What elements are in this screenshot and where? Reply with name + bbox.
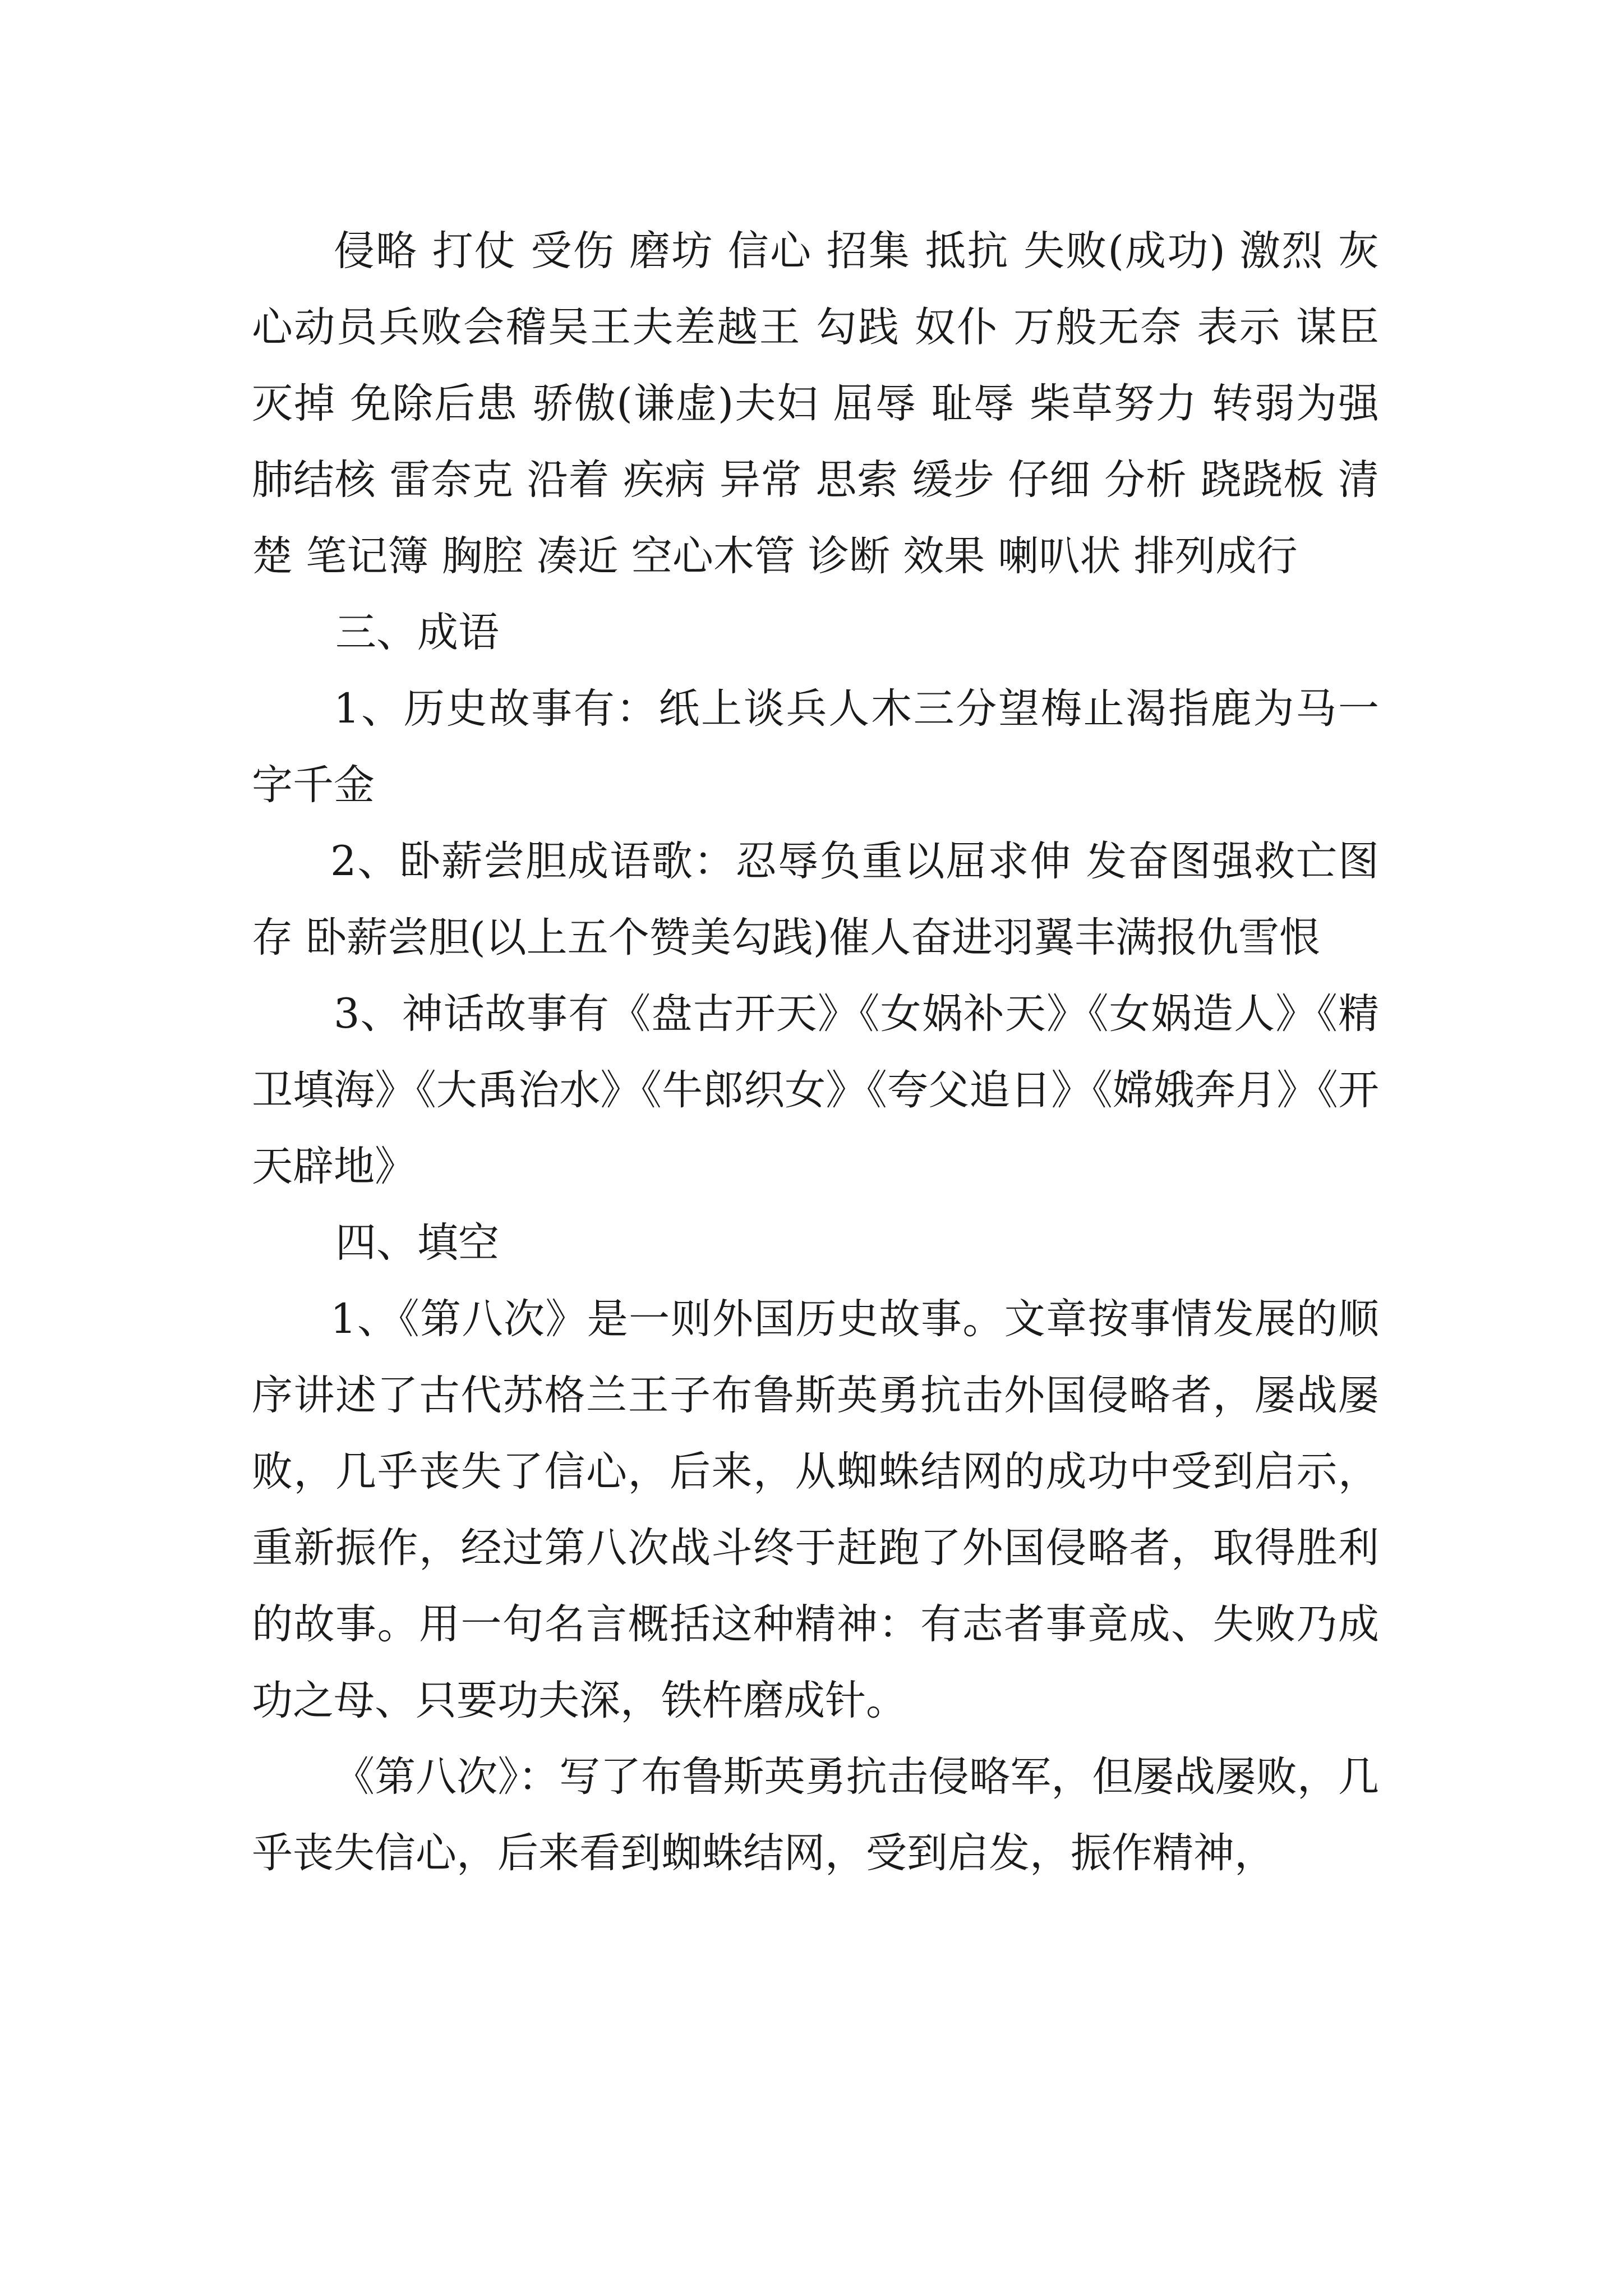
summary-paragraph: 《第八次》：写了布鲁斯英勇抗击侵略军，但屡战屡败，几乎丧失信心，后来看到蜘蛛结网，受到启发，振作精神，: [252, 1753, 1379, 1877]
section-heading-fill-blank: 四、填空: [335, 1219, 499, 1267]
idioms-song-paragraph: 2、卧薪尝胆成语歌：忍辱负重以屈求伸 发奋图强救亡图存 卧薪尝胆(以上五个赞美勾践)催人奋进羽翼丰满报仇雪恨: [252, 838, 1379, 961]
document-body: [252, 213, 1379, 1892]
vocabulary-paragraph: 侵略 打仗 受伤 磨坊 信心 招集 抵抗 失败(成功) 激烈 灰心动员兵败会稽吴王夫差越王 勾践 奴仆 万般无奈 表示 谋臣 灭掉 免除后患 骄傲(谦虚)夫妇 屈辱 耻辱 柴草努力 转弱为强 肺结核 雷奈克 沿着 疾病 异常 思索 缓步 仔细 分析 跷跷板 清楚 笔记簿 胸腔 凑近 空心木管 诊断 效果 喇叭状 排列成行: [252, 227, 1379, 580]
idioms-history-paragraph: 1、历史故事有：纸上谈兵人木三分望梅止渴指鹿为马一字千金: [252, 685, 1379, 809]
fill-blank-paragraph: 1、《第八次》是一则外国历史故事。文章按事情发展的顺序讲述了古代苏格兰王子布鲁斯英勇抗击外国侵略者，屡战屡败，几乎丧失了信心，后来，从蜘蛛结网的成功中受到启示，重新振作，经过第八次战斗终于赶跑了外国侵略者，取得胜利的故事。用一句名言概括这种精神：有志者事竟成、失败乃成功之母、只要功夫深，铁杵磨成针。: [252, 1295, 1379, 1724]
myths-paragraph: 3、神话故事有《盘古开天》《女娲补天》《女娲造人》《精卫填海》《大禹治水》《牛郎织女》《夸父追日》《嫦娥奔月》《开天辟地》: [252, 990, 1379, 1190]
section-heading-idioms: 三、成语: [335, 609, 499, 656]
